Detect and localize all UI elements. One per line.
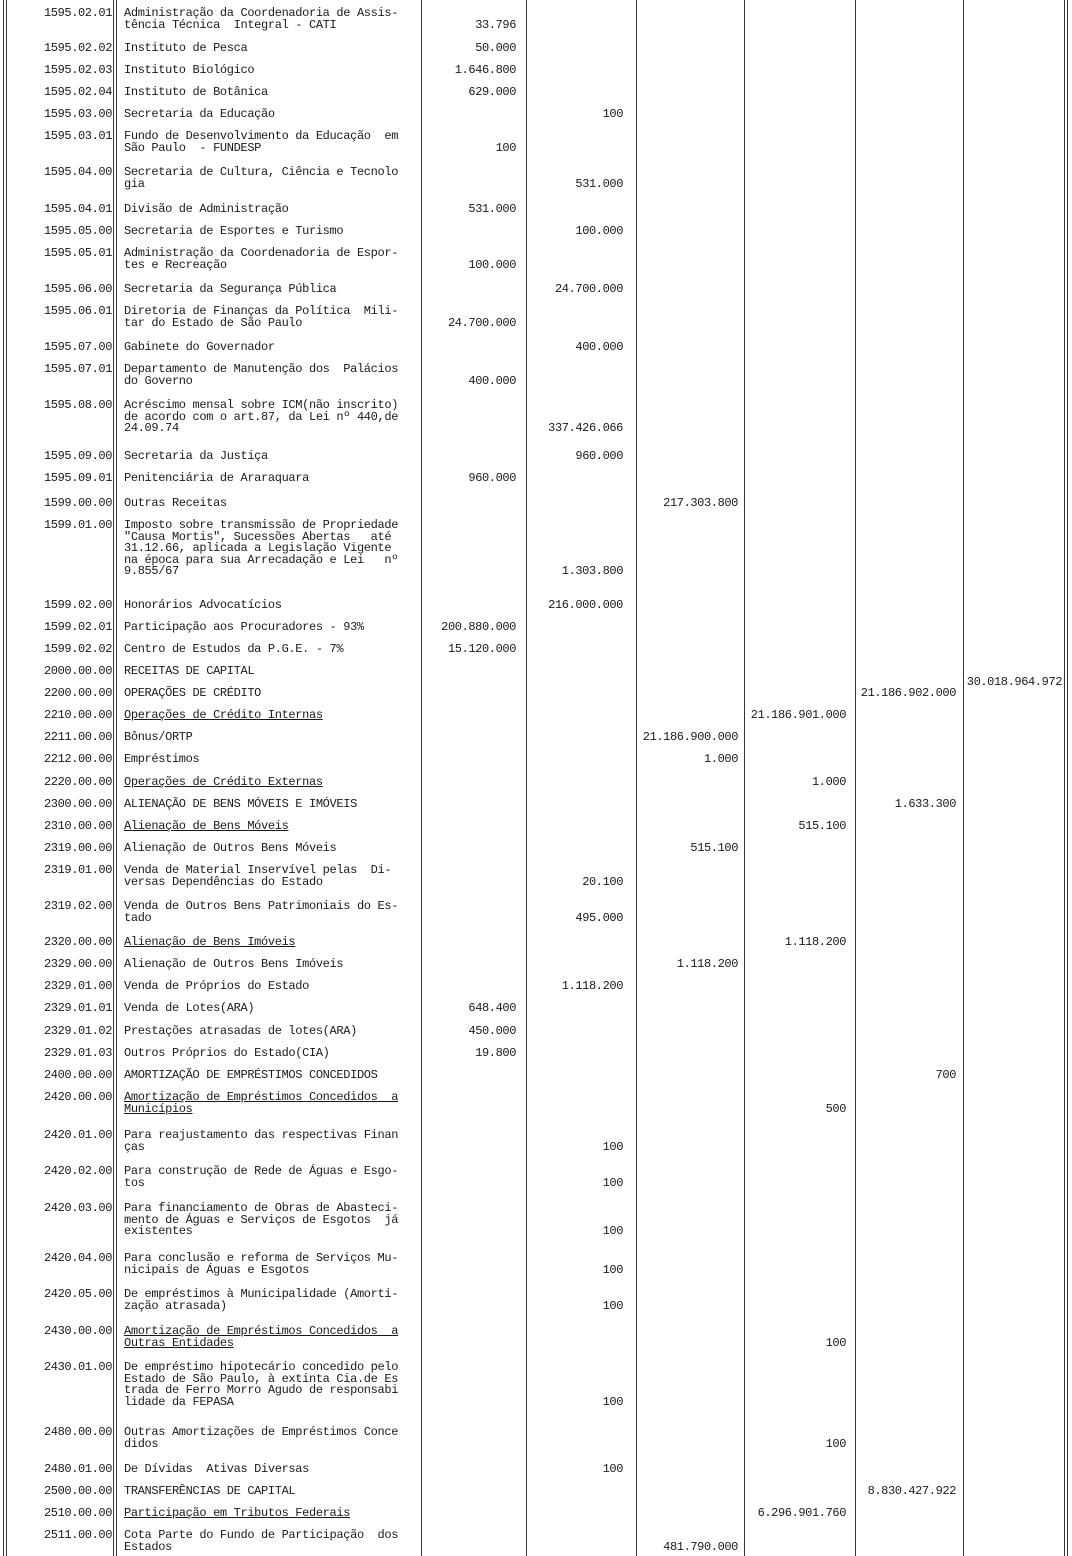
- account-description: Honorários Advocatícios: [124, 598, 282, 612]
- account-description: Para construção de Rede de Águas e Esgo- tos: [124, 1164, 399, 1190]
- account-code: 2319.00.00: [43, 841, 112, 855]
- account-description: Secretaria da Educação: [124, 107, 275, 121]
- account-description: Secretaria de Esportes e Turismo: [124, 224, 344, 238]
- account-code: 2329.01.02: [43, 1024, 112, 1038]
- amount-col-4: 515.100: [798, 819, 846, 833]
- amount-col-2: 24.700.000: [554, 282, 623, 296]
- account-description: Alienação de Bens Imóveis: [124, 935, 296, 949]
- account-description: Participação aos Procuradores - 93%: [124, 620, 364, 634]
- account-code: 1595.03.01: [43, 129, 112, 143]
- account-code: 1595.02.01: [43, 6, 112, 20]
- account-code: 2220.00.00: [43, 775, 112, 789]
- account-description: Participação em Tributos Federais: [124, 1506, 351, 1520]
- account-code: 2420.02.00: [43, 1164, 112, 1178]
- amount-col-1: 629.000: [468, 85, 516, 99]
- amount-col-5: 8.830.427.922: [867, 1484, 956, 1498]
- account-code: 2200.00.00: [43, 686, 112, 700]
- account-code: 2420.05.00: [43, 1287, 112, 1301]
- account-code: 1599.02.01: [43, 620, 112, 634]
- account-description: Para reajustamento das respectivas Finan ças: [124, 1128, 399, 1154]
- account-description: Acréscimo mensal sobre ICM(não inscrito) de acordo com o art.87, da Lei nº 440,de 24.09.74: [124, 398, 399, 435]
- account-code: 2430.01.00: [43, 1360, 112, 1374]
- account-description: Operações de Crédito Externas: [124, 775, 323, 789]
- amount-col-1: 33.796: [475, 17, 516, 32]
- amount-col-5: 21.186.902.000: [860, 686, 956, 700]
- amount-col-2: 531.000: [575, 176, 623, 191]
- amount-col-1: 400.000: [468, 373, 516, 388]
- amount-col-1: 100: [495, 140, 516, 155]
- account-description: Fundo de Desenvolvimento da Educação em São Paulo - FUNDESP: [124, 129, 399, 155]
- account-code: 1595.06.00: [43, 282, 112, 296]
- account-description: Gabinete do Governador: [124, 340, 275, 354]
- account-description: Amortização de Empréstimos Concedidos a Municípios: [124, 1090, 399, 1116]
- account-code: 2329.00.00: [43, 957, 112, 971]
- account-description: Para financiamento de Obras de Abasteci- mento de Águas e Serviços de Esgotos já existentes: [124, 1201, 399, 1238]
- account-description: Alienação de Outros Bens Imóveis: [124, 957, 344, 971]
- account-description: De empréstimo hipotecário concedido pelo Estado de São Paulo, à extinta Cia.de Es trada de Ferro Morro Agudo de responsabi lidade da FEPASA: [124, 1360, 399, 1409]
- account-code: 1595.02.04: [43, 85, 112, 99]
- account-description: Empréstimos: [124, 752, 200, 766]
- account-code: 1595.07.00: [43, 340, 112, 354]
- account-description: De empréstimos à Municipalidade (Amorti- zação atrasada): [124, 1287, 399, 1313]
- account-code: 1595.04.01: [43, 202, 112, 216]
- account-code: 1599.02.00: [43, 598, 112, 612]
- account-description: Instituto de Botânica: [124, 85, 268, 99]
- account-description: ALIENAÇÃO DE BENS MÓVEIS E IMÓVEIS: [124, 797, 357, 811]
- amount-col-3: 515.100: [690, 841, 738, 855]
- account-code: 2310.00.00: [43, 819, 112, 833]
- account-description: Prestações atrasadas de lotes(ARA): [124, 1024, 357, 1038]
- amount-col-4: 100: [825, 1436, 846, 1451]
- account-code: 1595.07.01: [43, 362, 112, 376]
- amount-col-2: 100: [602, 1394, 623, 1409]
- amount-col-1: 531.000: [468, 202, 516, 216]
- account-code: 2400.00.00: [43, 1068, 112, 1082]
- amount-col-2: 100: [602, 1224, 623, 1238]
- amount-col-1: 648.400: [468, 1001, 516, 1015]
- account-code: 1595.05.01: [43, 246, 112, 260]
- amount-col-2: 1.118.200: [561, 979, 623, 993]
- amount-col-2: 495.000: [575, 910, 623, 925]
- account-description: Secretaria da Justiça: [124, 449, 268, 463]
- account-description: Alienação de Bens Móveis: [124, 819, 289, 833]
- amount-col-2: 100: [602, 107, 623, 121]
- account-code: 1595.02.02: [43, 41, 112, 55]
- account-description: Administração da Coordenadoria de Assis- tência Técnica Integral - CATI: [124, 6, 399, 32]
- amount-col-2: 1.303.800: [561, 564, 623, 578]
- account-code: 1595.09.01: [43, 471, 112, 485]
- amount-col-4: 21.186.901.000: [750, 708, 846, 722]
- account-code: 1599.02.02: [43, 642, 112, 656]
- amount-col-2: 400.000: [575, 340, 623, 354]
- account-description: Amortização de Empréstimos Concedidos a Outras Entidades: [124, 1324, 399, 1350]
- account-code: 2329.01.03: [43, 1046, 112, 1060]
- account-code: 2430.00.00: [43, 1324, 112, 1338]
- amount-col-2: 100: [602, 1175, 623, 1190]
- account-code: 2480.00.00: [43, 1425, 112, 1439]
- account-description: TRANSFERÊNCIAS DE CAPITAL: [124, 1484, 296, 1498]
- account-description: Alienação de Outros Bens Móveis: [124, 841, 337, 855]
- amount-col-3: 21.186.900.000: [642, 730, 738, 744]
- account-code: 1595.08.00: [43, 398, 112, 412]
- account-code: 2500.00.00: [43, 1484, 112, 1498]
- amount-col-5: 700: [935, 1068, 956, 1082]
- column-divider: [1064, 0, 1065, 1556]
- column-divider: [3, 0, 4, 1556]
- account-code: 2000.00.00: [43, 664, 112, 678]
- account-code: 2319.02.00: [43, 899, 112, 913]
- account-code: 1595.04.00: [43, 165, 112, 179]
- amount-col-4: 500: [825, 1101, 846, 1116]
- account-description: Outras Amortizações de Empréstimos Conce didos: [124, 1425, 399, 1451]
- account-code: 2420.04.00: [43, 1251, 112, 1265]
- amount-col-3: 217.303.800: [663, 496, 738, 510]
- account-description: Cota Parte do Fundo de Participação dos Estados: [124, 1528, 399, 1554]
- account-code: 2212.00.00: [43, 752, 112, 766]
- account-code: 2319.01.00: [43, 863, 112, 877]
- amount-col-2: 960.000: [575, 449, 623, 463]
- amount-col-3: 1.118.200: [676, 957, 738, 971]
- amount-col-2: 216.000.000: [548, 598, 623, 612]
- account-code: 1595.03.00: [43, 107, 112, 121]
- account-description: Bônus/ORTP: [124, 730, 193, 744]
- column-divider: [855, 0, 856, 1556]
- account-code: 2329.01.01: [43, 1001, 112, 1015]
- account-code: 2510.00.00: [43, 1506, 112, 1520]
- column-divider: [963, 0, 964, 1556]
- account-code: 2210.00.00: [43, 708, 112, 722]
- amount-col-4: 100: [825, 1335, 846, 1350]
- account-code: 1595.05.00: [43, 224, 112, 238]
- amount-col-4: 6.296.901.760: [757, 1506, 846, 1520]
- column-divider: [636, 0, 637, 1556]
- amount-col-6: 30.018.964.972: [966, 675, 1062, 689]
- amount-col-1: 19.800: [475, 1046, 516, 1060]
- account-code: 2480.01.00: [43, 1462, 112, 1476]
- amount-col-2: 100.000: [575, 224, 623, 238]
- amount-col-1: 960.000: [468, 471, 516, 485]
- account-description: Administração da Coordenadoria de Espor- tes e Recreação: [124, 246, 399, 272]
- account-description: AMORTIZAÇÃO DE EMPRÉSTIMOS CONCEDIDOS: [124, 1068, 378, 1082]
- account-description: Penitenciária de Araraquara: [124, 471, 309, 485]
- amount-col-1: 24.700.000: [447, 315, 516, 330]
- account-code: 2320.00.00: [43, 935, 112, 949]
- account-description: OPERAÇÕES DE CRÉDITO: [124, 686, 262, 700]
- account-code: 1595.09.00: [43, 449, 112, 463]
- account-description: Instituto Biológico: [124, 63, 255, 77]
- account-description: Venda de Lotes(ARA): [124, 1001, 255, 1015]
- account-code: 2420.03.00: [43, 1201, 112, 1215]
- amount-col-2: 20.100: [582, 874, 623, 889]
- amount-col-2: 100: [602, 1298, 623, 1313]
- amount-col-1: 50.000: [475, 41, 516, 55]
- account-description: De Dívidas Ativas Diversas: [124, 1462, 309, 1476]
- account-description: Outros Próprios do Estado(CIA): [124, 1046, 330, 1060]
- amount-col-1: 1.646.800: [454, 63, 516, 77]
- account-description: RECEITAS DE CAPITAL: [124, 664, 255, 678]
- account-description: Instituto de Pesca: [124, 41, 248, 55]
- account-code: 1595.02.03: [43, 63, 112, 77]
- account-description: Venda de Próprios do Estado: [124, 979, 309, 993]
- account-description: Diretoria de Finanças da Política Mili- tar do Estado de São Paulo: [124, 304, 399, 330]
- account-description: Secretaria de Cultura, Ciência e Tecnolo gia: [124, 165, 399, 191]
- account-code: 2511.00.00: [43, 1528, 112, 1542]
- account-description: Venda de Material Inservível pelas Di- versas Dependências do Estado: [124, 863, 392, 889]
- amount-col-3: 481.790.000: [663, 1539, 738, 1554]
- account-description: Departamento de Manutenção dos Palácios do Governo: [124, 362, 399, 388]
- account-code: 2420.01.00: [43, 1128, 112, 1142]
- account-description: Para conclusão e reforma de Serviços Mu- nicipais de Águas e Esgotos: [124, 1251, 399, 1277]
- amount-col-2: 100: [602, 1462, 623, 1476]
- amount-col-1: 100.000: [468, 257, 516, 272]
- amount-col-2: 100: [602, 1262, 623, 1277]
- amount-col-4: 1.118.200: [784, 935, 846, 949]
- account-code: 2420.00.00: [43, 1090, 112, 1104]
- account-description: Secretaria da Segurança Pública: [124, 282, 337, 296]
- account-code: 2211.00.00: [43, 730, 112, 744]
- account-code: 2329.01.00: [43, 979, 112, 993]
- account-description: Operações de Crédito Internas: [124, 708, 323, 722]
- column-divider: [113, 0, 114, 1556]
- account-code: 2300.00.00: [43, 797, 112, 811]
- amount-col-4: 1.000: [811, 775, 846, 789]
- amount-col-5: 1.633.300: [894, 797, 956, 811]
- account-description: Centro de Estudos da P.G.E. - 7%: [124, 642, 344, 656]
- account-description: Imposto sobre transmissão de Propriedade "Causa Mortis", Sucessões Abertas até 31.12.66, aplicada a Legislação Vigente na época para sua Arrecadação e Lei nº 9.855/67: [124, 518, 399, 578]
- account-description: Divisão de Administração: [124, 202, 289, 216]
- amount-col-1: 15.120.000: [447, 642, 516, 656]
- account-code: 1595.06.01: [43, 304, 112, 318]
- amount-col-2: 100: [602, 1139, 623, 1154]
- amount-col-1: 450.000: [468, 1024, 516, 1038]
- amount-col-1: 200.880.000: [441, 620, 516, 634]
- amount-col-2: 337.426.066: [548, 421, 623, 435]
- amount-col-3: 1.000: [703, 752, 738, 766]
- account-description: Venda de Outros Bens Patrimoniais do Es- tado: [124, 899, 399, 925]
- account-code: 1599.01.00: [43, 518, 112, 532]
- account-code: 1599.00.00: [43, 496, 112, 510]
- account-description: Outras Receitas: [124, 496, 227, 510]
